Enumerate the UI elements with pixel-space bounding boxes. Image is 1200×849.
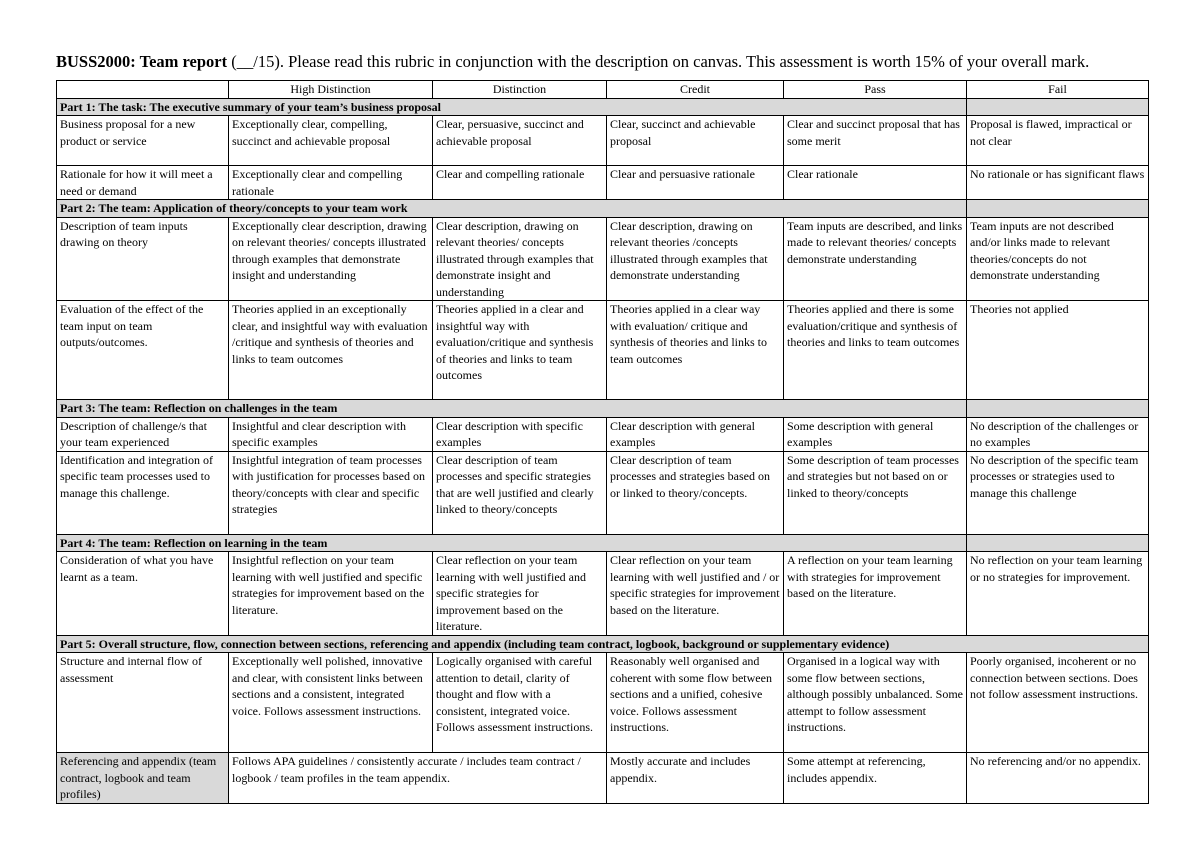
criterion-cell: Business proposal for a new product or service — [57, 116, 229, 166]
grade-descriptor-cell: Clear and compelling rationale — [433, 166, 607, 200]
grade-descriptor-cell: Insightful reflection on your team learning with well justified and specific strategies for improvement based on the literature. — [229, 552, 433, 636]
grade-descriptor-cell: Exceptionally well polished, innovative and clear, with consistent links between sections and a consistent, integrated voice. Follows assessment instructions. — [229, 653, 433, 753]
grade-descriptor-cell: Exceptionally clear description, drawing on relevant theories/ concepts illustrated through examples that demonstrate insight and understanding — [229, 217, 433, 301]
grade-descriptor-cell: Insightful and clear description with specific examples — [229, 417, 433, 451]
grade-descriptor-cell: Theories not applied — [967, 301, 1149, 400]
criterion-row — [57, 217, 1149, 301]
part-header-fail-cell — [967, 200, 1149, 218]
column-header: High Distinction — [229, 81, 433, 99]
column-header: Credit — [607, 81, 784, 99]
grade-descriptor-cell: Team inputs are described, and links made to relevant theories/ concepts demonstrate understanding — [784, 217, 967, 301]
criterion-row — [57, 301, 1149, 400]
criterion-cell: Description of team inputs drawing on theory — [57, 217, 229, 301]
criterion-row — [57, 552, 1149, 636]
grade-descriptor-cell: Some description with general examples — [784, 417, 967, 451]
part-label: Part 3: The team: Reflection on challenges in the team — [57, 400, 967, 418]
column-header: Fail — [967, 81, 1149, 99]
grade-descriptor-cell: Reasonably well organised and coherent with some flow between sections and a unified, cohesive voice. Follows assessment instructions. — [607, 653, 784, 753]
grade-descriptor-cell: Clear rationale — [784, 166, 967, 200]
grade-descriptor-cell: Clear reflection on your team learning with well justified and specific strategies for improvement based on the literature. — [433, 552, 607, 636]
grade-descriptor-cell: Clear, succinct and achievable proposal — [607, 116, 784, 166]
criterion-cell: Rationale for how it will meet a need or demand — [57, 166, 229, 200]
grade-descriptor-cell: Exceptionally clear, compelling, succinct and achievable proposal — [229, 116, 433, 166]
part-header-row — [57, 534, 1149, 552]
grade-descriptor-cell: A reflection on your team learning with strategies for improvement based on the literature. — [784, 552, 967, 636]
part-label: Part 1: The task: The executive summary of your team’s business proposal — [57, 98, 967, 116]
criterion-row — [57, 451, 1149, 534]
grade-descriptor-cell: No description of the specific team processes or strategies used to manage this challenge — [967, 451, 1149, 534]
criterion-cell: Referencing and appendix (team contract, logbook and team profiles) — [57, 753, 229, 804]
header-blank-cell — [57, 81, 229, 99]
grade-descriptor-cell: Theories applied in an exceptionally clear, and insightful way with evaluation /critique and synthesis of theories and links to team outcomes — [229, 301, 433, 400]
grade-descriptor-cell: Organised in a logical way with some flow between sections, although possibly unbalanced. Some attempt to follow assessment instructions. — [784, 653, 967, 753]
grade-descriptor-cell: Team inputs are not described and/or links made to relevant theories/concepts do not demonstrate understanding — [967, 217, 1149, 301]
criterion-cell: Description of challenge/s that your team experienced — [57, 417, 229, 451]
part-label: Part 2: The team: Application of theory/concepts to your team work — [57, 200, 967, 218]
criterion-row — [57, 417, 1149, 451]
grade-descriptor-cell: Logically organised with careful attention to detail, clarity of thought and flow with a consistent, integrated voice. Follows assessment instructions. — [433, 653, 607, 753]
part-label: Part 4: The team: Reflection on learning in the team — [57, 534, 967, 552]
grade-descriptor-cell: Clear and persuasive rationale — [607, 166, 784, 200]
grade-descriptor-cell: No referencing and/or no appendix. — [967, 753, 1149, 804]
part-header-row — [57, 98, 1149, 116]
title-instructions: (__/15). Please read this rubric in conjunction with the description on canvas. This assessment is worth 15% of your overall mark. — [227, 52, 1090, 71]
criterion-cell: Structure and internal flow of assessment — [57, 653, 229, 753]
grade-descriptor-cell: Theories applied in a clear way with evaluation/ critique and synthesis of theories and links to team outcomes — [607, 301, 784, 400]
criterion-cell: Identification and integration of specific team processes used to manage this challenge. — [57, 451, 229, 534]
merged-grade-cell: Follows APA guidelines / consistently accurate / includes team contract / logbook / team profiles in the team appendix. — [229, 753, 607, 804]
criterion-row — [57, 166, 1149, 200]
part-header-row — [57, 400, 1149, 418]
grade-descriptor-cell: Clear description, drawing on relevant theories/ concepts illustrated through examples that demonstrate insight and understanding — [433, 217, 607, 301]
grade-descriptor-cell: Proposal is flawed, impractical or not clear — [967, 116, 1149, 166]
criterion-cell: Evaluation of the effect of the team input on team outputs/outcomes. — [57, 301, 229, 400]
criterion-row — [57, 653, 1149, 753]
grade-descriptor-cell: Clear, persuasive, succinct and achievable proposal — [433, 116, 607, 166]
criterion-cell: Consideration of what you have learnt as a team. — [57, 552, 229, 636]
grade-descriptor-cell: Clear description of team processes and specific strategies that are well justified and clearly linked to theory/concepts — [433, 451, 607, 534]
rubric-table — [56, 80, 1149, 804]
grade-descriptor-cell: Clear description with specific examples — [433, 417, 607, 451]
grade-descriptor-cell: Clear description with general examples — [607, 417, 784, 451]
grade-descriptor-cell: Insightful integration of team processes with justification for processes based on theory/concepts with clear and specific strategies — [229, 451, 433, 534]
part-label: Part 5: Overall structure, flow, connection between sections, referencing and appendix (including team contract, logbook, background or supplementary evidence) — [57, 635, 1149, 653]
column-header: Distinction — [433, 81, 607, 99]
rubric-body — [57, 98, 1149, 803]
grade-descriptor-cell: Clear reflection on your team learning with well justified and / or specific strategies for improvement based on the literature. — [607, 552, 784, 636]
criterion-row — [57, 753, 1149, 804]
column-header: Pass — [784, 81, 967, 99]
part-header-fail-cell — [967, 534, 1149, 552]
grade-descriptor-cell: Some description of team processes and strategies but not based on or linked to theory/concepts — [784, 451, 967, 534]
part-header-fail-cell — [967, 98, 1149, 116]
grade-descriptor-cell: No reflection on your team learning or no strategies for improvement. — [967, 552, 1149, 636]
grade-descriptor-cell: Clear description, drawing on relevant theories /concepts illustrated through examples that demonstrate understanding — [607, 217, 784, 301]
grade-descriptor-cell: No rationale or has significant flaws — [967, 166, 1149, 200]
grade-descriptor-cell: Theories applied in a clear and insightful way with evaluation/critique and synthesis of theories and links to team outcomes — [433, 301, 607, 400]
part-header-row — [57, 200, 1149, 218]
part-header-row — [57, 635, 1149, 653]
grade-descriptor-cell: Clear description of team processes and strategies based on or linked to theory/concepts. — [607, 451, 784, 534]
part-header-fail-cell — [967, 400, 1149, 418]
page-title — [56, 52, 1156, 72]
grade-descriptor-cell: Clear and succinct proposal that has some merit — [784, 116, 967, 166]
grade-descriptor-cell: Mostly accurate and includes appendix. — [607, 753, 784, 804]
criterion-row — [57, 116, 1149, 166]
grade-descriptor-cell: No description of the challenges or no examples — [967, 417, 1149, 451]
grade-descriptor-cell: Theories applied and there is some evaluation/critique and synthesis of theories and links to team outcomes — [784, 301, 967, 400]
course-title: BUSS2000: Team report — [56, 52, 228, 71]
grade-descriptor-cell: Some attempt at referencing, includes appendix. — [784, 753, 967, 804]
grade-descriptor-cell: Exceptionally clear and compelling rationale — [229, 166, 433, 200]
grade-descriptor-cell: Poorly organised, incoherent or no connection between sections. Does not follow assessment instructions. — [967, 653, 1149, 753]
grade-header-row — [57, 81, 1149, 99]
